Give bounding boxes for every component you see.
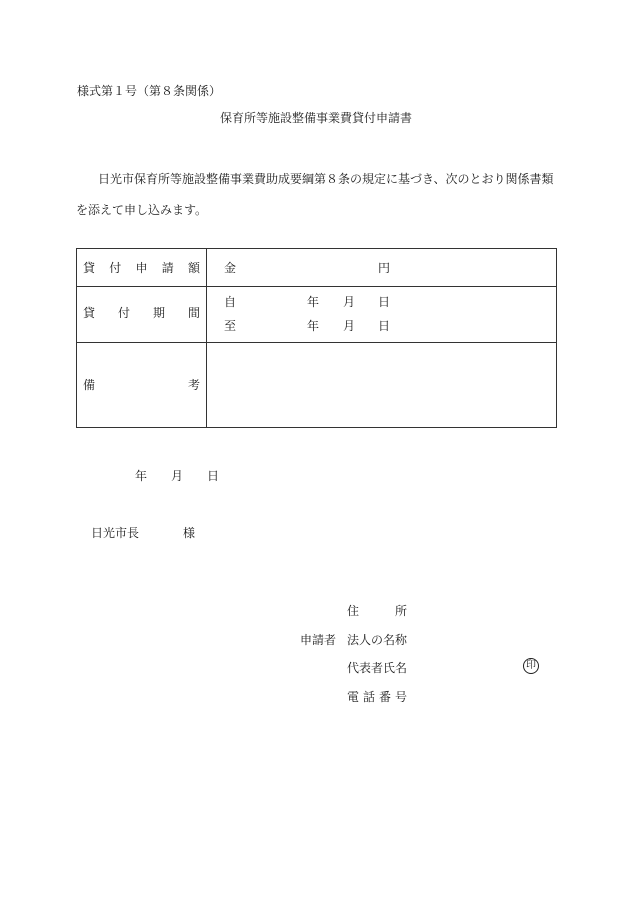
loan-amount-field[interactable]	[242, 253, 377, 281]
loan-amount-prefix: 金	[224, 261, 237, 275]
remarks-row	[77, 342, 556, 427]
document-title: 保育所等施設整備事業費貸付申請書	[220, 111, 413, 125]
period-from-year: 年	[307, 295, 320, 309]
remarks-label: 備 考	[83, 378, 200, 392]
period-to-month: 月	[343, 319, 356, 333]
form-number: 様式第１号（第８条関係）	[77, 84, 222, 98]
loan-period-row	[77, 286, 556, 343]
phone-number-label: 電 話 番 号	[347, 690, 407, 704]
loan-amount-suffix: 円	[378, 261, 391, 275]
addressee	[91, 527, 195, 539]
date-day: 日	[207, 469, 220, 483]
application-table	[76, 248, 557, 428]
addressee-honorific: 様	[183, 526, 196, 540]
period-to-label: 至	[224, 319, 237, 333]
addressee-name: 日光市長	[91, 526, 140, 540]
loan-amount-row	[77, 249, 556, 287]
application-date	[135, 470, 219, 482]
period-from-label: 自	[224, 295, 237, 309]
intro-text-line-2: を添えて申し込みます。	[76, 203, 208, 217]
representative-name-label: 代表者氏名	[347, 661, 408, 675]
loan-period-label: 貸 付 期 間	[83, 306, 200, 320]
period-to-day: 日	[378, 319, 391, 333]
corporation-name-label: 法人の名称	[347, 633, 408, 647]
period-from-month: 月	[343, 295, 356, 309]
applicant-address-label: 住 所	[347, 604, 407, 618]
date-year: 年	[135, 469, 148, 483]
remarks-field[interactable]	[213, 348, 549, 420]
seal-icon: 印	[523, 658, 539, 674]
applicant-label: 申請者	[300, 633, 337, 647]
period-from-day: 日	[378, 295, 391, 309]
loan-amount-label: 貸 付 申 請 額	[83, 261, 200, 275]
period-to-year: 年	[307, 319, 320, 333]
intro-text-line-1: 日光市保育所等施設整備事業費助成要綱第８条の規定に基づき、次のとおり関係書類	[98, 172, 554, 186]
date-month: 月	[171, 469, 184, 483]
